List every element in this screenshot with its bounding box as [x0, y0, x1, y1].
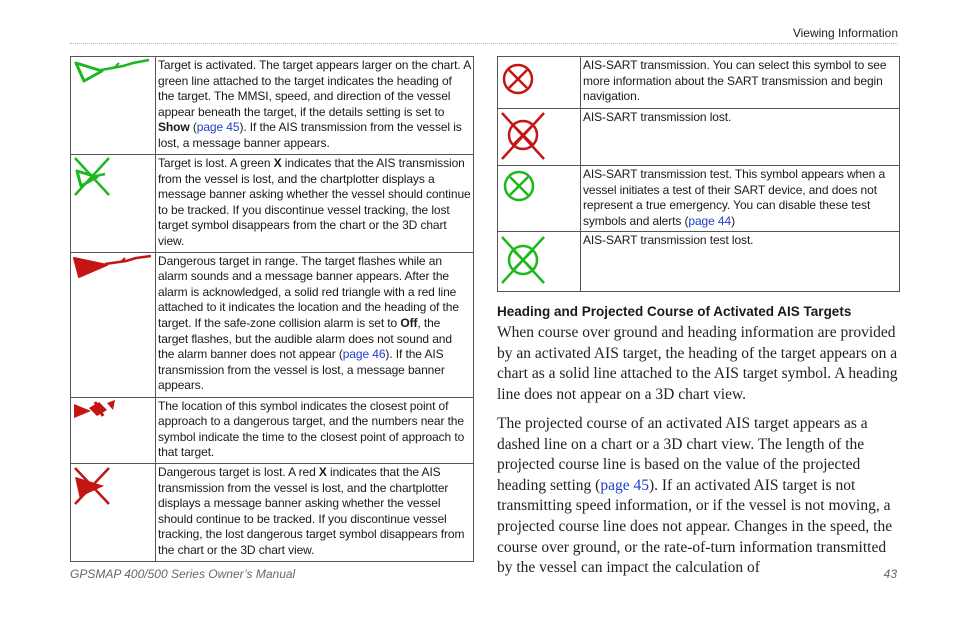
symbol-description — [156, 397, 474, 463]
bold-term: X — [273, 156, 282, 170]
text-run: Dangerous target is lost. A red — [158, 464, 319, 479]
dangerous-target-lost-icon — [71, 463, 156, 561]
table-row — [71, 57, 474, 155]
section-heading: Heading and Projected Course of Activated AIS Targets — [497, 304, 852, 319]
page-link[interactable]: page 46 — [342, 347, 386, 362]
page-link[interactable]: page 44 — [688, 213, 732, 228]
table-row — [71, 397, 474, 463]
closest-point-approach-icon — [71, 397, 156, 463]
text-run: ). If an activated AIS target is not transmitting speed information, or if the vessel is not moving, a projected course line does not appear. Changes in the speed, the course over ground, or the rate-of-turn information transmitted by the vessel can impact the calculation of — [497, 476, 893, 577]
bold-term: X — [318, 464, 327, 479]
table-row — [498, 232, 900, 292]
header-divider — [70, 43, 898, 44]
bold-term: Show — [158, 120, 190, 135]
symbol-description — [581, 109, 900, 166]
activated-target-icon — [71, 57, 156, 155]
body-paragraph — [497, 323, 899, 405]
text-run: indicates that the AIS transmission from the vessel is lost, and the chartplotter displays a message banner asking whether the vessel should continue to be tracked. If you discontinue vessel tracking, the lost dangerous target symbol disappears from the chart or the 3D chart view. — [158, 464, 465, 557]
text-run: Dangerous target in range. The target flashes while an alarm sounds and a message banner appears. After the alarm is acknowledged, a solid red triangle with a red line attached to it indicates the location and the heading of the target. If the safe-zone collision alarm is set to — [158, 253, 459, 330]
table-row — [71, 463, 474, 561]
symbol-description — [581, 166, 900, 232]
table-row — [71, 252, 474, 397]
text-run: AIS-SART transmission. You can select this symbol to see more information about the SART transmission and begin navigation. — [583, 58, 887, 104]
text-run: indicates that the AIS transmission from the vessel is lost, and the chartplotter displays a message banner asking whether the vessel should continue to be tracked. If you discontinue vessel tracking, the lost target symbol disappears from the chart or the 3D chart view. — [158, 156, 471, 248]
dangerous-target-icon — [71, 252, 156, 397]
ais-sart-transmission-icon — [498, 57, 581, 109]
text-run: AIS-SART transmission lost. — [583, 110, 732, 124]
symbol-description — [156, 463, 474, 561]
text-run: ( — [189, 120, 197, 135]
text-run: When course over ground and heading information are provided by an activated AIS target, the heading of the target appears on a chart as a solid line attached to the AIS target symbol. A heading line does not appear on a 3D chart view. — [497, 324, 898, 403]
symbol-description — [156, 155, 474, 253]
text-run: Target is activated. The target appears larger on the chart. A green line attached to the target indicates the heading of the target. The MMSI, speed, and direction of the vessel appear beneath the target, if the details setting is set to — [158, 58, 471, 119]
table-row — [71, 155, 474, 253]
manual-title: GPSMAP 400/500 Series Owner’s Manual — [70, 567, 296, 581]
ais-sart-symbol-table — [497, 56, 900, 292]
text-run: AIS-SART transmission test. This symbol appears when a vessel initiates a test of their SART device, and does not represent a true emergency. You can disable these test symbols and alerts ( — [583, 167, 886, 228]
symbol-description — [156, 252, 474, 397]
ais-sart-lost-icon — [498, 109, 581, 166]
text-run: The projected course of an activated AIS target appears as a dashed line on a chart or a 3D chart view. The length of the projected course line is based on the value of the projected heading setting ( — [497, 415, 868, 494]
symbol-description — [581, 57, 900, 109]
text-run: , the target flashes, but the audible alarm does not sound and the alarm banner does not appear ( — [158, 315, 452, 362]
ais-sart-test-lost-icon — [498, 232, 581, 292]
text-run: AIS-SART transmission test lost. — [583, 233, 754, 248]
text-run: ) — [731, 213, 735, 228]
ais-sart-test-icon — [498, 166, 581, 232]
text-run: The location of this symbol indicates the closest point of approach to a dangerous target, and the numbers near the symbol indicate the time to the closest point of approach to that target. — [158, 398, 465, 460]
text-run: Target is lost. A green — [158, 156, 274, 170]
lost-target-icon — [71, 155, 156, 253]
running-header: Viewing Information — [792, 26, 898, 40]
symbol-description — [581, 232, 900, 292]
body-paragraph — [497, 414, 899, 579]
ais-target-symbol-table — [70, 56, 474, 562]
page-link[interactable]: page 45 — [600, 476, 649, 494]
bold-term: Off — [400, 315, 418, 330]
table-row — [498, 57, 900, 109]
table-row — [498, 109, 900, 166]
symbol-description — [156, 57, 474, 155]
page-number: 43 — [883, 567, 897, 581]
page-link[interactable]: page 45 — [196, 120, 240, 135]
text-run: ). If the AIS transmission from the vessel is lost, a message banner appears. — [158, 347, 445, 393]
text-run: ). If the AIS transmission from the vessel is lost, a message banner appears. — [158, 120, 462, 150]
table-row — [498, 166, 900, 232]
